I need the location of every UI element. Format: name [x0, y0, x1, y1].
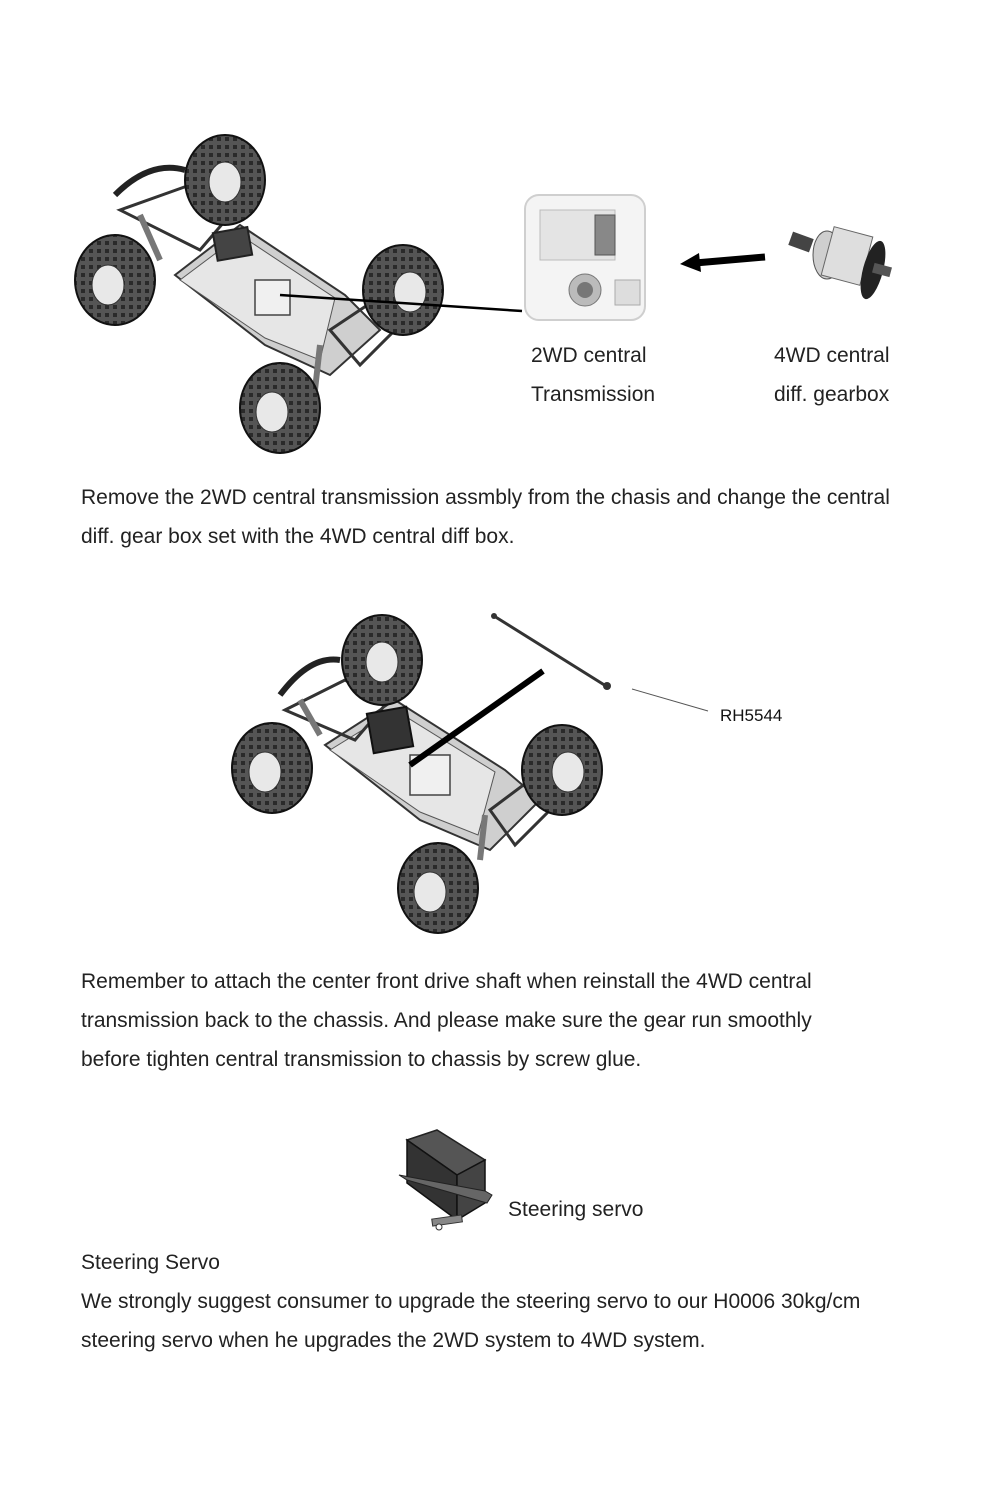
- section3-line2: steering servo when he upgrades the 2WD system to 4WD system.: [81, 1329, 706, 1352]
- 4wd-diff-gearbox-illustration: [785, 215, 895, 305]
- section2-line1: Remember to attach the center front drive shaft when reinstall the 4WD central: [81, 970, 812, 993]
- section3-line1: We strongly suggest consumer to upgrade the steering servo to our H0006 30kg/cm: [81, 1290, 861, 1313]
- truck-1: [75, 135, 522, 453]
- label-diff-gearbox: diff. gearbox: [774, 383, 890, 406]
- left-arrow-icon: [675, 247, 775, 277]
- section3-text: [81, 1243, 981, 1360]
- steering-servo-heading: Steering Servo: [81, 1251, 220, 1274]
- section1-line2: diff. gear box set with the 4WD central diff box.: [81, 525, 515, 548]
- section1-paragraph: [81, 478, 981, 556]
- drive-shaft-rh5544: [491, 613, 611, 690]
- steering-servo-label: Steering servo: [508, 1198, 644, 1221]
- section2-line3: before tighten central transmission to chassis by screw glue.: [81, 1048, 642, 1071]
- label-2wd-central: 2WD central: [531, 344, 647, 367]
- truck-2: [232, 615, 602, 933]
- section1-line1: Remove the 2WD central transmission assmbly from the chasis and change the central: [81, 486, 890, 509]
- section2-paragraph: [81, 962, 981, 1079]
- steering-servo-illustration: [397, 1125, 497, 1235]
- label-transmission: Transmission: [531, 383, 656, 406]
- label-4wd-central: 4WD central: [774, 344, 890, 367]
- section2-line2: transmission back to the chassis. And please make sure the gear run smoothly: [81, 1009, 812, 1032]
- part-code-label: RH5544: [720, 706, 783, 725]
- 2wd-transmission-illustration: [515, 185, 655, 335]
